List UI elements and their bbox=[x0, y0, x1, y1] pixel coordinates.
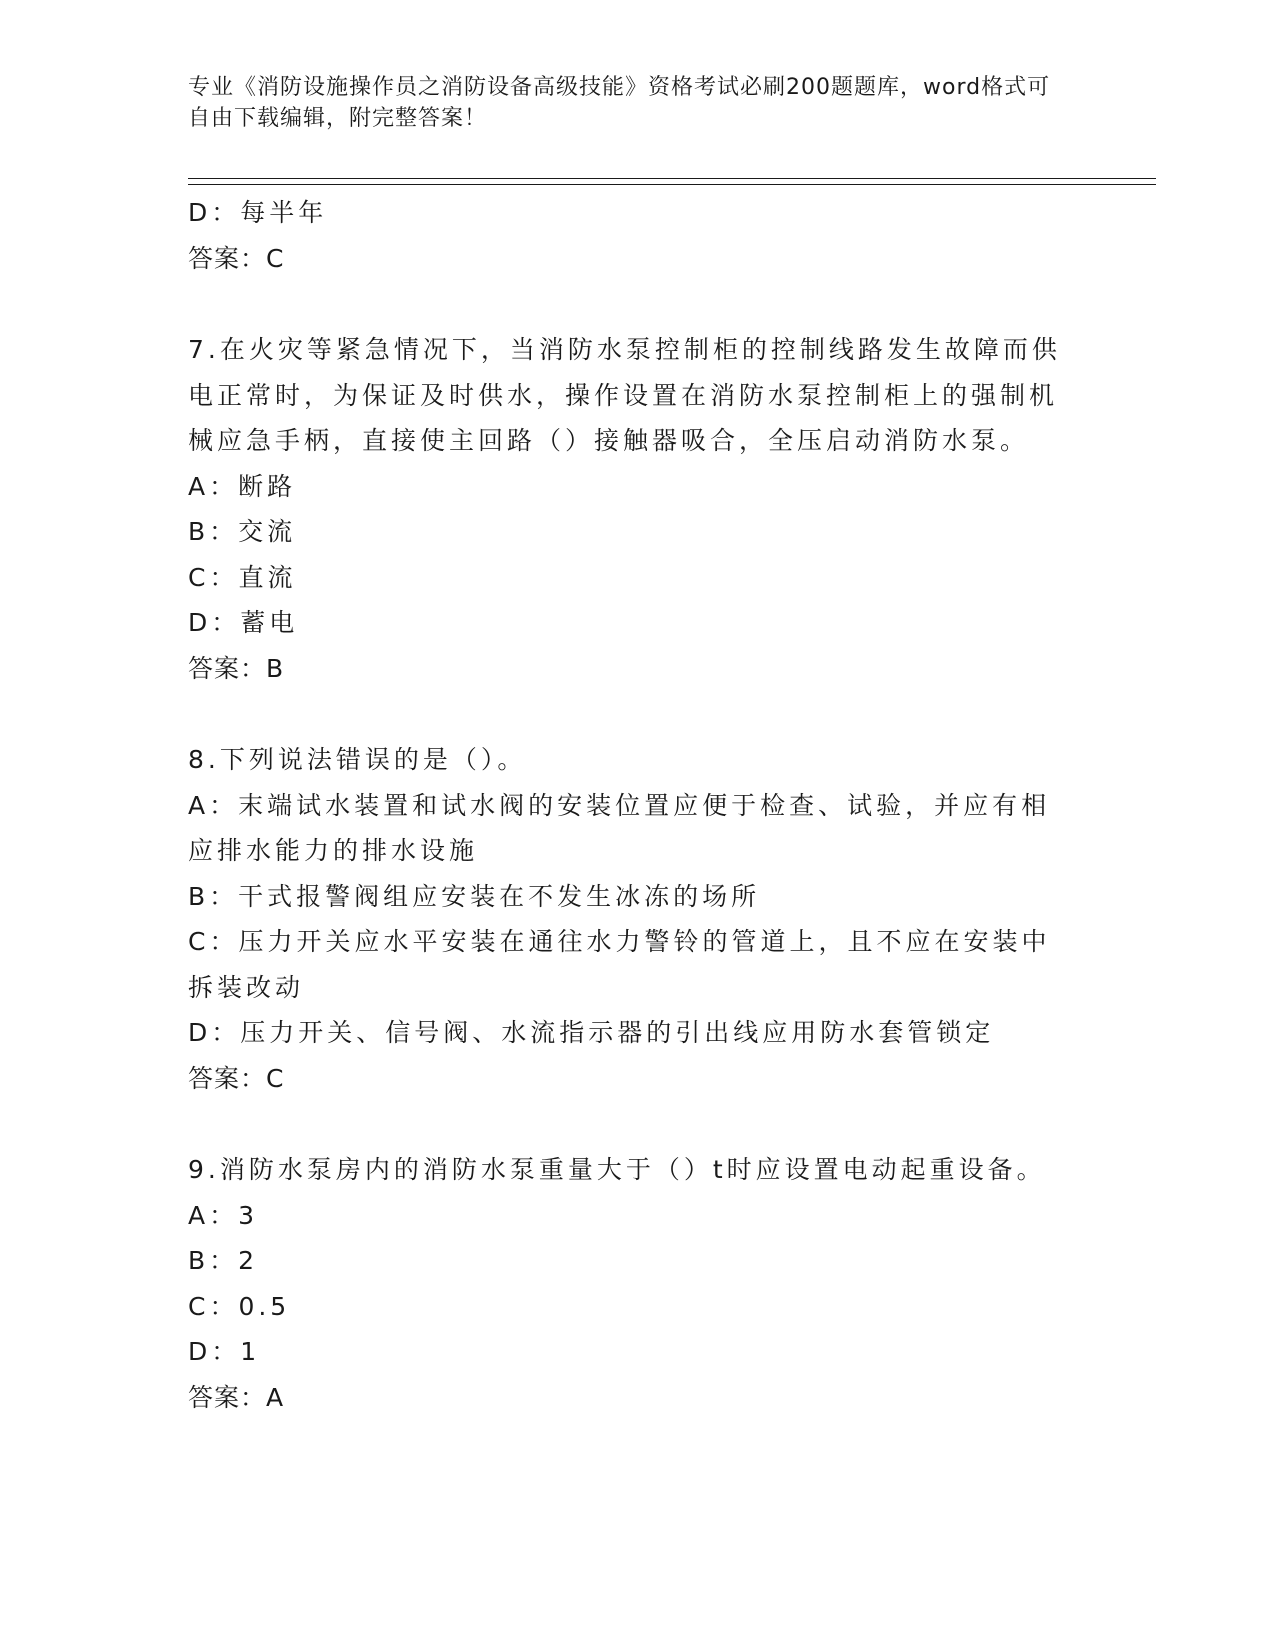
question-list bbox=[188, 190, 1088, 1420]
prev-option-d: D：每半年 bbox=[188, 198, 328, 227]
question-9-option-b: B：2 bbox=[188, 1246, 259, 1275]
header-divider-top bbox=[188, 178, 1156, 179]
question-7-answer: 答案：B bbox=[188, 653, 285, 683]
question-9-text: 9.消防水泵房内的消防水泵重量大于（）t时应设置电动起重设备。 bbox=[188, 1155, 1046, 1184]
question-8-answer: 答案：C bbox=[188, 1063, 285, 1093]
question-8-option-a: A：末端试水装置和试水阀的安装位置应便于检查、试验，并应有相应排水能力的排水设施 bbox=[188, 790, 1051, 865]
header-divider-bottom bbox=[188, 184, 1156, 185]
spacer bbox=[188, 691, 1088, 737]
question-7-option-c: C：直流 bbox=[188, 562, 297, 592]
question-8-option-b: B：干式报警阀组应安装在不发生冰冻的场所 bbox=[188, 881, 761, 911]
question-9-option-d: D：1 bbox=[188, 1337, 261, 1366]
spacer bbox=[188, 281, 1088, 327]
question-9-option-c: C：0.5 bbox=[188, 1291, 291, 1321]
question-8-option-c: C：压力开关应水平安装在通往水力警铃的管道上，且不应在安装中拆装改动 bbox=[188, 927, 1051, 1002]
spacer bbox=[188, 1101, 1088, 1147]
question-7-option-a: A：断路 bbox=[188, 471, 297, 501]
question-8-text: 8.下列说法错误的是（）。 bbox=[188, 745, 527, 774]
prev-answer: 答案：C bbox=[188, 243, 285, 273]
question-9 bbox=[188, 1147, 1088, 1420]
document-header-title: 专业《消防设施操作员之消防设备高级技能》资格考试必刷200题题库，word格式可自由下载编辑，附完整答案！ bbox=[188, 75, 1051, 131]
question-9-answer: 答案：A bbox=[188, 1382, 285, 1412]
question-7-option-b: B：交流 bbox=[188, 517, 297, 546]
question-7-text: 7.在火灾等紧急情况下，当消防水泵控制柜的控制线路发生故障而供电正常时，为保证及时供水，操作设置在消防水泵控制柜上的强制机械应急手柄，直接使主回路（）接触器吸合，全压启动消防水泵。 bbox=[188, 335, 1061, 455]
question-7-option-d: D：蓄电 bbox=[188, 608, 299, 637]
question-8 bbox=[188, 737, 1088, 1101]
question-8-option-d: D：压力开关、信号阀、水流指示器的引出线应用防水套管锁定 bbox=[188, 1018, 995, 1047]
question-7 bbox=[188, 327, 1088, 691]
question-9-option-a: A：3 bbox=[188, 1200, 259, 1230]
